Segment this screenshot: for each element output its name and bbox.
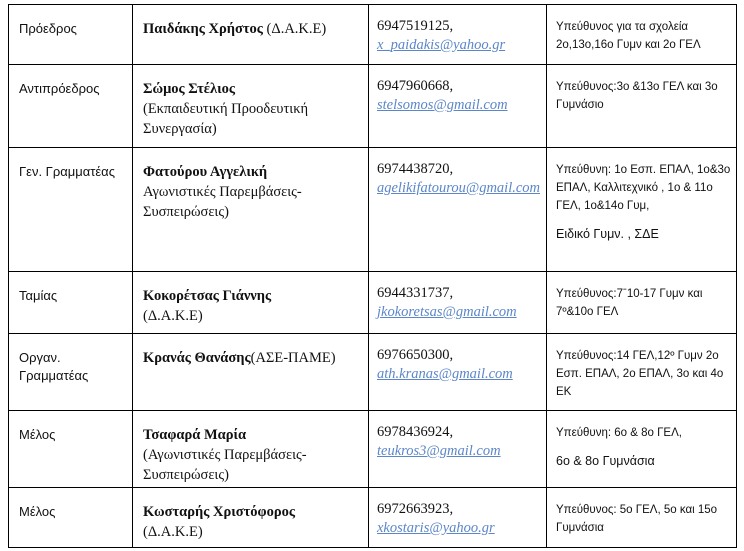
contact-cell <box>369 148 547 272</box>
email-link[interactable]: agelikifatourou@gmail.com <box>377 180 541 196</box>
board-members-table <box>8 4 737 548</box>
role-cell <box>9 411 133 488</box>
responsibility-cell <box>547 5 737 65</box>
role-text: Αντιπρόεδρος <box>19 81 100 96</box>
role-cell <box>9 65 133 148</box>
role-text: Ταμίας <box>19 288 58 303</box>
email-link[interactable]: xkostaris@yahoo.gr <box>377 520 495 536</box>
contact-cell <box>369 334 547 411</box>
member-name: Τσαφαρά Μαρία <box>143 427 247 443</box>
phone-number: 6947960668, <box>377 78 454 94</box>
member-affiliation: Αγωνιστικές Παρεμβάσεις-Συσπειρώσεις) <box>143 184 302 220</box>
responsibility-cell <box>547 488 737 548</box>
member-name: Σώμος Στέλιος <box>143 81 235 97</box>
role-text: Μέλος <box>19 427 56 442</box>
contact-cell <box>369 488 547 548</box>
email-link[interactable]: ath.kranas@gmail.com <box>377 366 513 382</box>
member-name: Κοκορέτσας Γιάννης <box>143 288 272 304</box>
phone-number: 6947519125, <box>377 18 454 34</box>
member-affiliation: (Αγωνιστικές Παρεμβάσεις-Συσπειρώσεις) <box>143 447 307 483</box>
contact-cell <box>369 65 547 148</box>
member-name: Κρανάς Θανάσης <box>143 350 251 366</box>
responsibility-text: Υπεύθυνος: 5ο ΓΕΛ, 5ο και 15ο Γυμνάσια <box>556 504 718 534</box>
member-name: Φατούρου Αγγελική <box>143 164 268 180</box>
responsibility-text: Υπεύθυνη: 1ο Εσπ. ΕΠΑΛ, 1ο&3ο ΕΠΑΛ, Καλλιτεχνικό , 1ο & 11ο ΓΕΛ, 1ο&14ο Γυμ, <box>556 164 731 212</box>
member-affiliation: (Εκπαιδευτική Προοδευτική Συνεργασία) <box>143 101 309 137</box>
member-affiliation: (ΑΣΕ-ΠΑΜΕ) <box>250 350 336 366</box>
contact-cell <box>369 272 547 334</box>
role-cell <box>9 5 133 65</box>
role-cell <box>9 334 133 411</box>
member-affiliation: (Δ.Α.Κ.Ε) <box>143 524 203 540</box>
contact-cell <box>369 411 547 488</box>
email-link[interactable]: jkokoretsas@gmail.com <box>377 304 517 320</box>
email-link[interactable]: teukros3@gmail.com <box>377 443 501 459</box>
email-link[interactable]: x_paidakis@yahoo.gr <box>377 37 506 53</box>
contact-cell <box>369 5 547 65</box>
phone-number: 6976650300, <box>377 347 454 363</box>
member-name: Κωσταρής Χριστόφορος <box>143 504 295 520</box>
table-row <box>9 5 737 65</box>
table-row <box>9 65 737 148</box>
name-cell <box>133 148 369 272</box>
table-row <box>9 334 737 411</box>
email-link[interactable]: stelsomos@gmail.com <box>377 97 508 113</box>
name-cell <box>133 65 369 148</box>
role-text: Μέλος <box>19 504 56 519</box>
responsibility-cell <box>547 411 737 488</box>
table-row <box>9 148 737 272</box>
role-text: Πρόεδρος <box>19 21 77 36</box>
role-cell <box>9 488 133 548</box>
responsibility-cell <box>547 148 737 272</box>
name-cell <box>133 5 369 65</box>
name-cell <box>133 411 369 488</box>
responsibility-cell <box>547 334 737 411</box>
phone-number: 6972663923, <box>377 501 454 517</box>
responsibility-cell <box>547 65 737 148</box>
responsibility-text: Υπεύθυνος:7ˉ10-17 Γυμν και 7º&10ο ΓΕΛ <box>556 288 703 318</box>
responsibility-text: Υπεύθυνος για τα σχολεία 2ο,13ο,16ο Γυμν και 2ο ΓΕΛ <box>556 21 701 51</box>
table-row <box>9 411 737 488</box>
phone-number: 6974438720, <box>377 161 454 177</box>
table-row <box>9 488 737 548</box>
phone-number: 6978436924, <box>377 424 454 440</box>
responsibility-text: Υπεύθυνη: 6ο & 8ο ΓΕΛ, <box>556 427 682 439</box>
responsibility-text: Υπεύθυνος:14 ΓΕΛ,12º Γυμν 2ο Εσπ. ΕΠΑΛ, 2ο ΕΠΑΛ, 3ο και 4ο ΕΚ <box>556 350 724 398</box>
name-cell <box>133 334 369 411</box>
role-text: Οργαν. Γραμματέας <box>19 350 89 383</box>
name-cell <box>133 488 369 548</box>
responsibility-extra: 6ο & 8ο Γυμνάσια <box>556 454 655 468</box>
member-name: Παιδάκης Χρήστος <box>143 21 263 37</box>
responsibility-text: Υπεύθυνος:3ο &13ο ΓΕΛ και 3ο Γυμνάσιο <box>556 81 718 111</box>
member-affiliation: (Δ.Α.Κ.Ε) <box>262 21 327 37</box>
responsibility-cell <box>547 272 737 334</box>
role-cell <box>9 148 133 272</box>
responsibility-extra: Ειδικό Γυμν. , ΣΔΕ <box>556 227 659 241</box>
role-cell <box>9 272 133 334</box>
role-text: Γεν. Γραμματέας <box>19 164 115 179</box>
phone-number: 6944331737, <box>377 285 454 301</box>
name-cell <box>133 272 369 334</box>
member-affiliation: (Δ.Α.Κ.Ε) <box>143 308 203 324</box>
table-row <box>9 272 737 334</box>
